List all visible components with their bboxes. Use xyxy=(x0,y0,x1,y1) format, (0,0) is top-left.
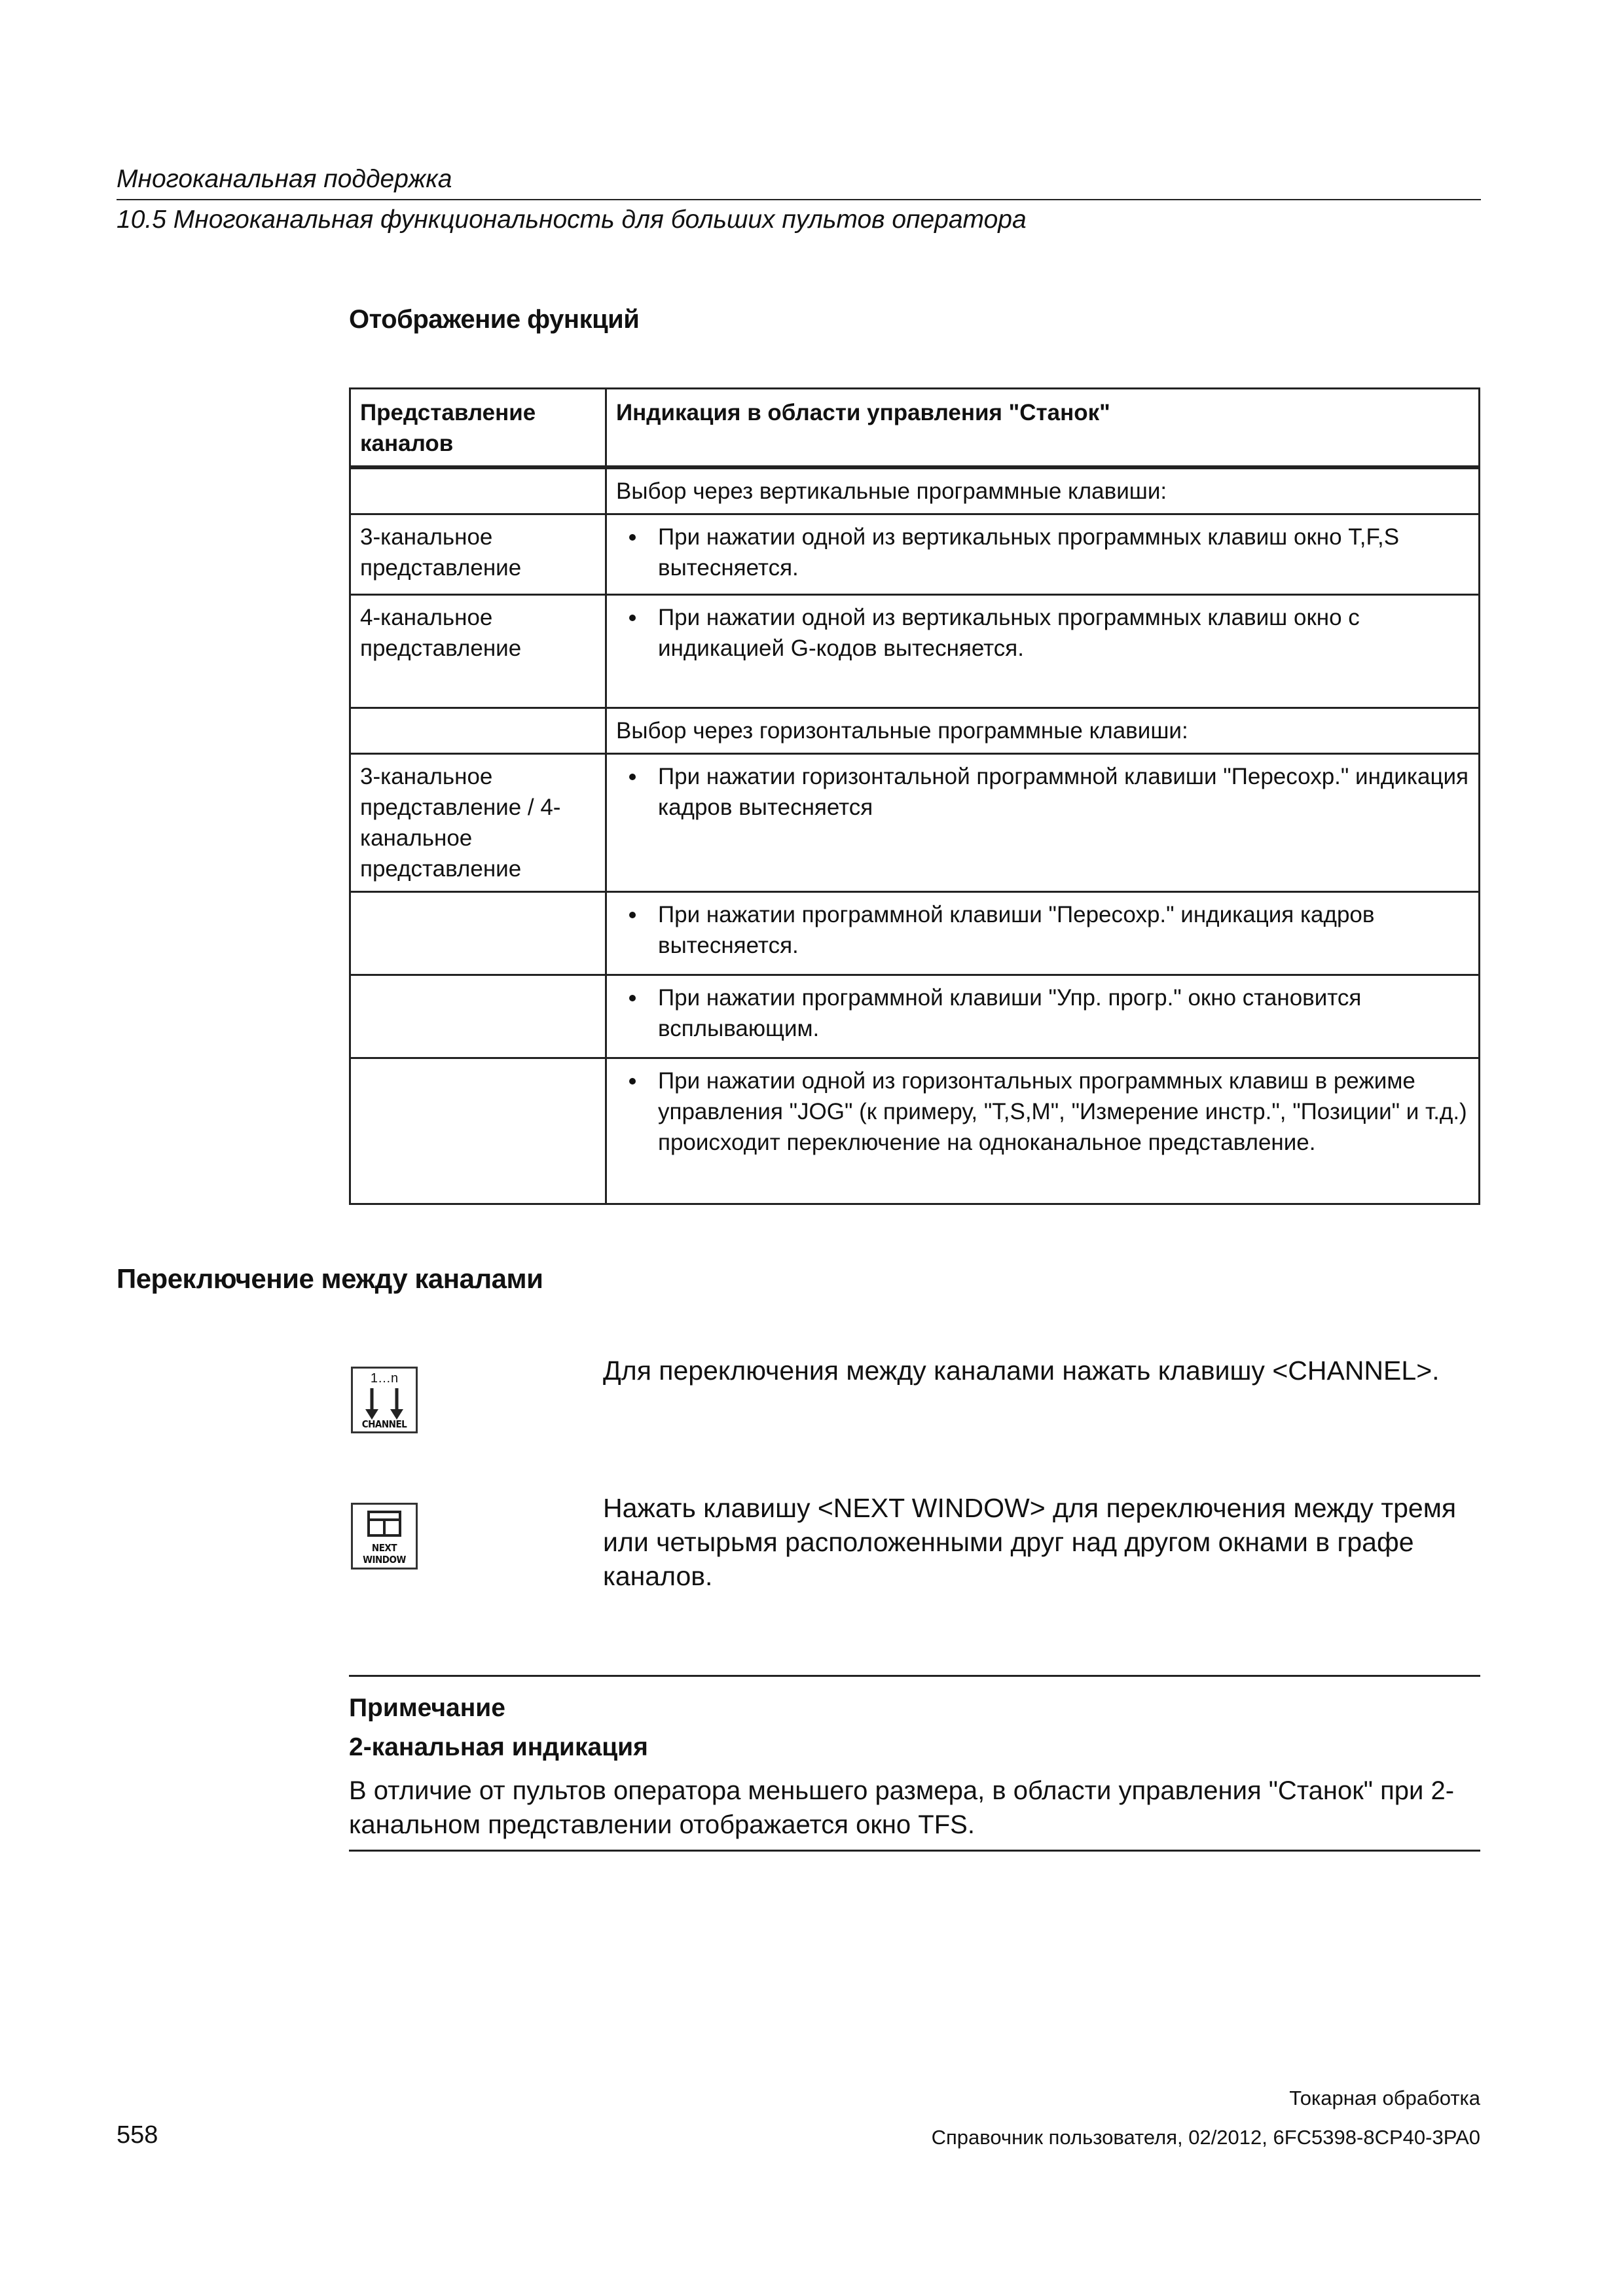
next-window-instruction: Нажать клавишу <NEXT WINDOW> для переключения между тремя или четырьмя расположенными друг над другом окнами в графе каналов. xyxy=(603,1493,1457,1591)
footer-doc-title: Токарная обработка xyxy=(1289,2087,1480,2109)
footer-doc-info: Справочник пользователя, 02/2012, 6FC5398-8CP40-3PA0 xyxy=(931,2126,1480,2149)
table-row xyxy=(350,754,1480,892)
switching-heading: Переключение между каналами xyxy=(117,1263,543,1294)
table-cell-channel xyxy=(350,1058,606,1204)
next-window-key-label-line1: NEXT xyxy=(371,1542,397,1554)
chapter-title: Многоканальная поддержка xyxy=(117,162,1481,200)
table-cell-text: Выбор через вертикальные программные клавиши: xyxy=(606,467,1480,514)
table-header-indication: Индикация в области управления "Станок" xyxy=(606,389,1480,468)
table-row xyxy=(350,595,1480,708)
table-row xyxy=(350,514,1480,595)
next-window-key-label-line2: WINDOW xyxy=(363,1554,406,1566)
table-cell-channel: 3-канальное представление / 4-канальное представление xyxy=(350,754,606,892)
table-row xyxy=(350,892,1480,975)
running-header xyxy=(117,162,1481,237)
down-arrows-icon xyxy=(351,1384,418,1424)
next-window-key-icon xyxy=(351,1503,418,1570)
table-cell-channel xyxy=(350,708,606,754)
table-cell-text-wrap xyxy=(606,595,1480,708)
bullet-item: При нажатии одной из вертикальных программных клавиш окно T,F,S вытесняется. xyxy=(616,522,1469,583)
bullet-item: При нажатии программной клавиши "Пересохр." индикация кадров вытесняется. xyxy=(616,899,1469,961)
table-row xyxy=(350,708,1480,754)
table-cell-text-wrap xyxy=(606,514,1480,595)
channel-key-label: CHANNEL xyxy=(361,1418,407,1430)
note-text: В отличие от пультов оператора меньшего размера, в области управления "Станок" при 2-канальном представлении отображается окно TFS. xyxy=(349,1776,1455,1839)
table-header-row xyxy=(350,389,1480,468)
table-cell-channel: 3-канальное представление xyxy=(350,514,606,595)
table-cell-text-wrap xyxy=(606,754,1480,892)
note-subtitle: 2-канальная индикация xyxy=(349,1733,648,1761)
bullet-item: При нажатии горизонтальной программной клавиши "Пересохр." индикация кадров вытесняется xyxy=(616,761,1469,823)
bullet-item: При нажатии одной из горизонтальных программных клавиш в режиме управления "JOG" (к примеру, "T,S,M", "Измерение инстр.", "Позиции" и т.д.) происходит переключение на одноканальное представление. xyxy=(616,1066,1469,1158)
bullet-item: При нажатии программной клавиши "Упр. прогр." окно становится всплывающим. xyxy=(616,982,1469,1044)
channel-instruction: Для переключения между каналами нажать клавишу <CHANNEL>. xyxy=(603,1355,1440,1386)
table-row xyxy=(350,975,1480,1058)
page-number: 558 xyxy=(117,2121,158,2149)
table-row xyxy=(350,1058,1480,1204)
functions-heading: Отображение функций xyxy=(349,305,640,334)
table-cell-text-wrap xyxy=(606,975,1480,1058)
next-window-key-label xyxy=(353,1542,416,1566)
table-cell-text-wrap xyxy=(606,1058,1480,1204)
table-row xyxy=(350,467,1480,514)
table-cell-channel xyxy=(350,975,606,1058)
bullet-item: При нажатии одной из вертикальных программных клавиш окно с индикацией G-кодов вытесняется. xyxy=(616,602,1469,664)
channel-key-icon xyxy=(351,1367,418,1433)
window-stack-icon xyxy=(366,1510,403,1539)
table-cell-text: Выбор через горизонтальные программные клавиши: xyxy=(606,708,1480,754)
note-block xyxy=(349,1675,1480,1852)
channel-key-top-label: 1…n xyxy=(370,1371,399,1386)
table-cell-channel xyxy=(350,892,606,975)
table-cell-channel: 4-канальное представление xyxy=(350,595,606,708)
table-header-channel: Представление каналов xyxy=(350,389,606,468)
functions-table xyxy=(349,387,1480,1205)
table-cell-channel xyxy=(350,467,606,514)
table-cell-text-wrap xyxy=(606,892,1480,975)
note-title: Примечание xyxy=(349,1694,505,1722)
section-title: 10.5 Многоканальная функциональность для больших пультов оператора xyxy=(117,206,1027,234)
